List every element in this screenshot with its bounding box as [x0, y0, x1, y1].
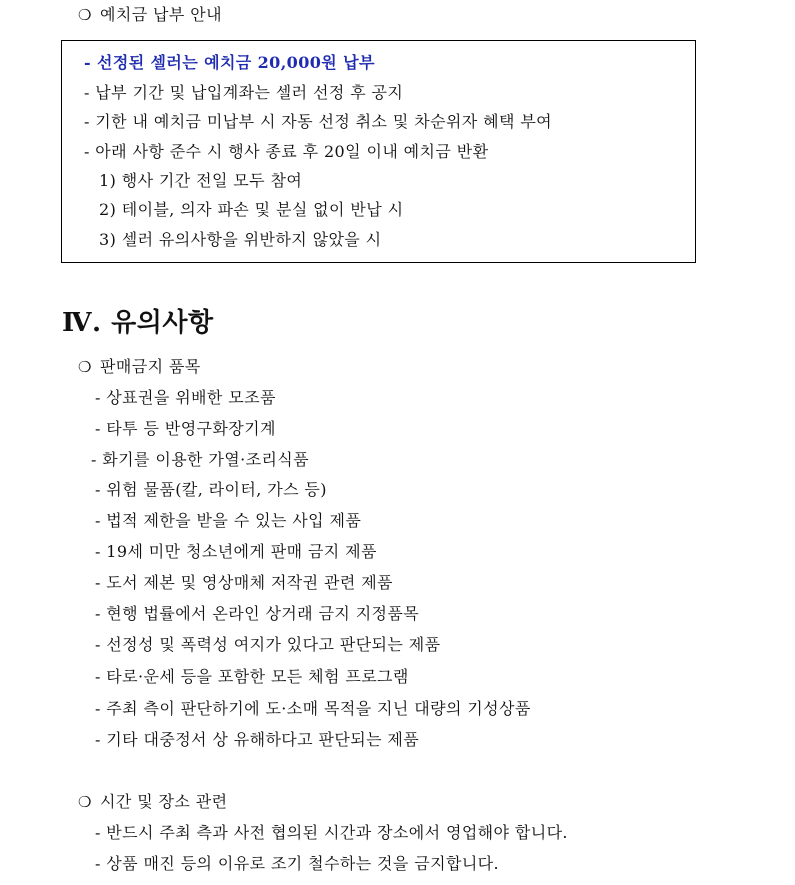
deposit-info-box	[61, 40, 696, 263]
deposit-heading	[78, 4, 222, 26]
prohibited-heading-text: 판매금지 품목	[100, 357, 201, 376]
prohibited-item: - 타투 등 반영구화장기계	[95, 419, 276, 438]
deposit-line: - 기한 내 예치금 미납부 시 자동 선정 취소 및 차순위자 혜택 부여	[84, 112, 553, 131]
deposit-heading-text: 예치금 납부 안내	[100, 5, 222, 24]
circle-bullet-icon: ❍	[78, 6, 92, 24]
deposit-line: - 납부 기간 및 납입계좌는 셀러 선정 후 공지	[84, 83, 404, 102]
prohibited-item: - 기타 대중정서 상 유해하다고 판단되는 제품	[95, 730, 420, 749]
deposit-condition: 3) 셀러 유의사항을 위반하지 않았을 시	[99, 230, 382, 249]
section-title: Ⅳ. 유의사항	[62, 308, 214, 338]
prohibited-item: - 도서 제본 및 영상매체 저작권 관련 제품	[95, 573, 393, 592]
prohibited-item: - 상표권을 위배한 모조품	[95, 388, 276, 407]
prohibited-item: - 위험 물품(칼, 라이터, 가스 등)	[95, 480, 327, 499]
prohibited-item: - 주최 측이 판단하기에 도·소매 목적을 지닌 대량의 기성상품	[95, 699, 531, 718]
deposit-highlight-line: - 선정된 셀러는 예치금 20,000원 납부	[84, 53, 375, 72]
time-place-item: - 반드시 주최 측과 사전 협의된 시간과 장소에서 영업해야 합니다.	[95, 823, 568, 842]
circle-bullet-icon: ❍	[78, 793, 92, 811]
prohibited-item: - 19세 미만 청소년에게 판매 금지 제품	[95, 542, 377, 561]
circle-bullet-icon: ❍	[78, 358, 92, 376]
deposit-condition: 2) 테이블, 의자 파손 및 분실 없이 반납 시	[99, 200, 404, 219]
time-place-heading-text: 시간 및 장소 관련	[100, 792, 228, 811]
prohibited-item: - 선정성 및 폭력성 여지가 있다고 판단되는 제품	[95, 635, 441, 654]
prohibited-item: - 화기를 이용한 가열·조리식품	[91, 450, 310, 469]
deposit-condition: 1) 행사 기간 전일 모두 참여	[99, 171, 303, 190]
prohibited-item: - 타로·운세 등을 포함한 모든 체험 프로그램	[95, 667, 409, 686]
time-place-item: - 상품 매진 등의 이유로 조기 철수하는 것을 금지합니다.	[95, 854, 500, 873]
prohibited-item: - 현행 법률에서 온라인 상거래 금지 지정품목	[95, 604, 420, 623]
deposit-line: - 아래 사항 준수 시 행사 종료 후 20일 이내 예치금 반환	[84, 142, 489, 161]
time-place-heading	[78, 791, 227, 813]
prohibited-heading	[78, 356, 201, 378]
prohibited-item: - 법적 제한을 받을 수 있는 사입 제품	[95, 511, 362, 530]
